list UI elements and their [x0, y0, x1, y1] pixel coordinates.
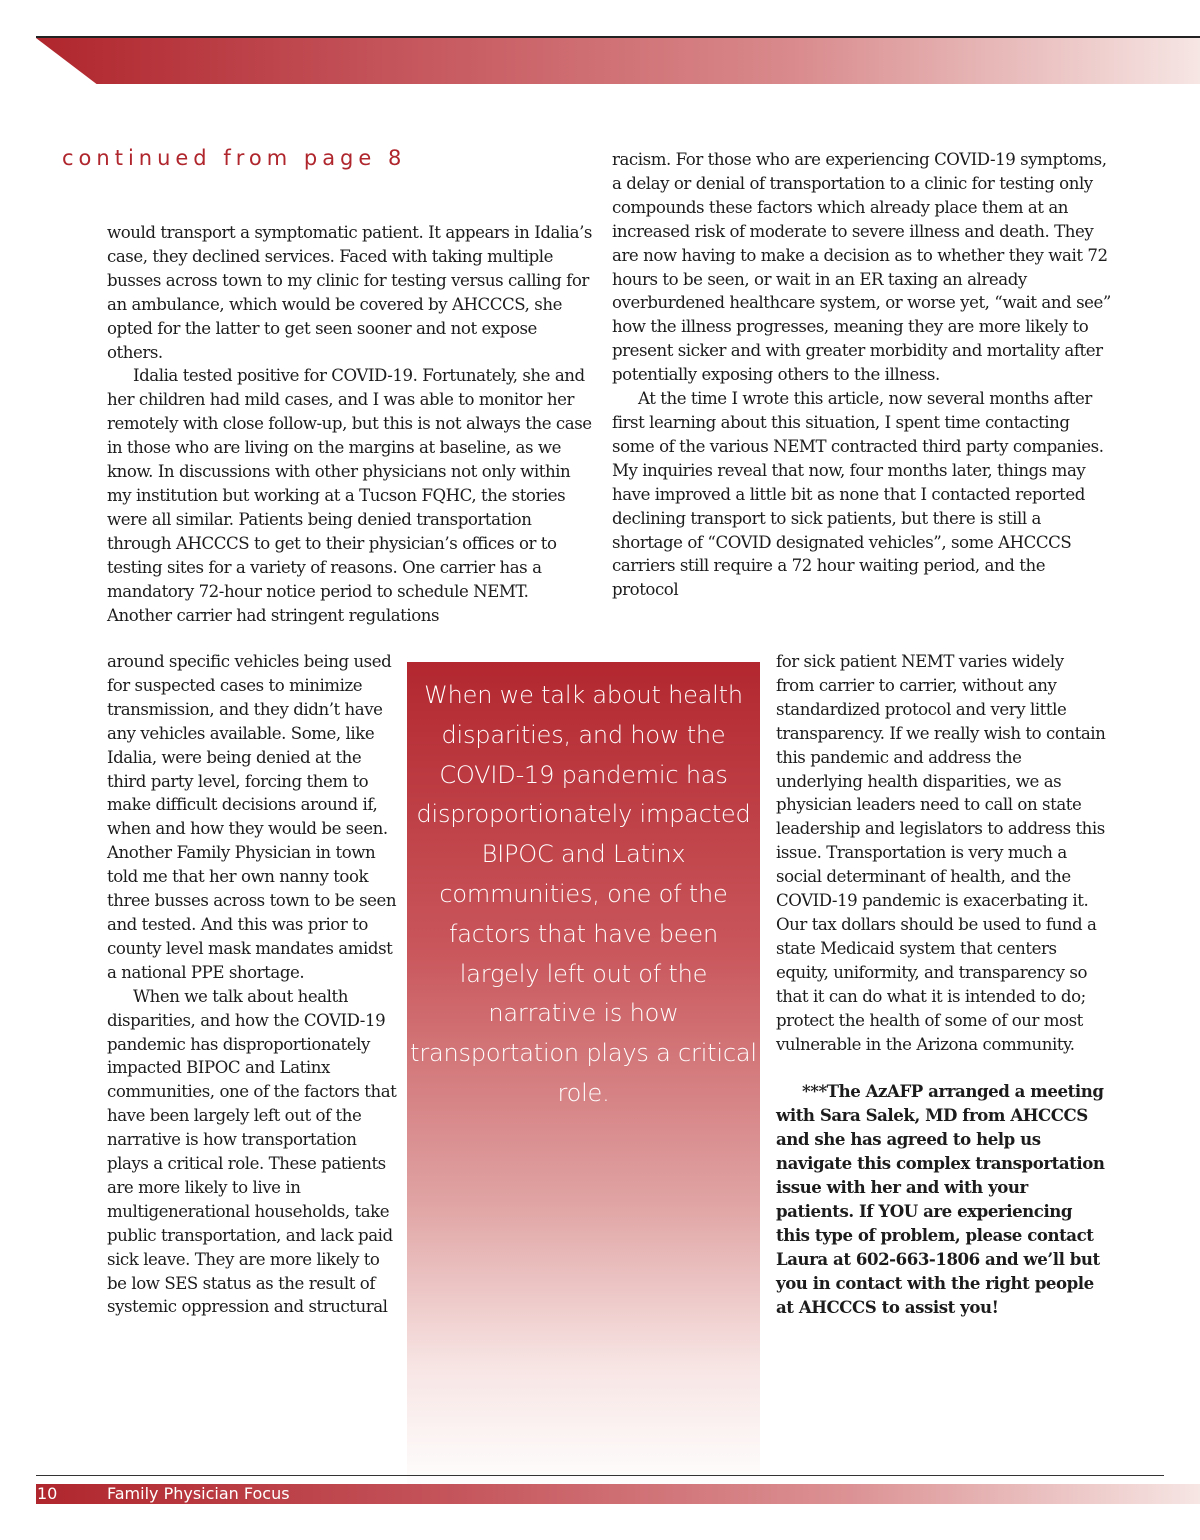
paragraph: would transport a symptomatic patient. It appears in Idalia’s case, they declined services. Faced with taking multiple busses across town to my clinic for testing versus calling for an ambulance, which would be covered by AHCCCS, she opted for the latter to get seen sooner and not expose others.	[107, 223, 592, 362]
footer-rule	[36, 1475, 1164, 1476]
continued-label: continued from page 8	[62, 146, 407, 170]
paragraph: for sick patient NEMT varies widely from carrier to carrier, without any standardized protocol and very little transparency. If we really wish to contain this pandemic and address the underlying health disparities, we as physician leaders need to call on state leadership and legislators to address this issue. Transportation is very much a social determinant of health, and the COVID-19 pandemic is exacerbating it. Our tax dollars should be used to fund a state Medicaid system that centers equity, uniformity, and transparency so that it can do what it is intended to do; protect the health of some of our most vulnerable in the Arizona community.	[776, 652, 1106, 1054]
pull-quote-box	[407, 662, 760, 1492]
paragraph: around specific vehicles being used for suspected cases to minimize transmission, and they didn’t have any vehicles available. Some, like Idalia, were being denied at the third party level, forcing them to make difficult decisions around if, when and how they would be seen. Another Family Physician in town told me that her own nanny took three busses across town to be seen and tested. And this was prior to county level mask mandates amidst a national PPE shortage.	[107, 652, 397, 982]
left-column-narrow	[107, 650, 399, 1319]
left-column-top	[107, 221, 592, 627]
header-banner	[36, 38, 1200, 84]
publication-title: Family Physician Focus	[107, 1484, 290, 1503]
right-column-top	[612, 148, 1112, 602]
right-column-narrow	[776, 650, 1106, 1319]
paragraph: Idalia tested positive for COVID-19. Fortunately, she and her children had mild cases, and I was able to monitor her remotely with close follow-up, but this is not always the case in those who are living on the margins at baseline, as we know. In discussions with other physicians not only within my institution but working at a Tucson FQHC, the stories were all similar. Patients being denied transportation through AHCCCS to get to their physician’s offices or to testing sites for a variety of reasons. One carrier has a mandatory 72-hour notice period to schedule NEMT. Another carrier had stringent regulations	[107, 366, 592, 625]
paragraph: When we talk about health disparities, and how the COVID-19 pandemic has disproportionately impacted BIPOC and Latinx communities, one of the factors that have been largely left out of the narrative is how transportation plays a critical role. These patients are more likely to live in multigenerational households, take public transportation, and lack paid sick leave. They are more likely to be low SES status as the result of systemic oppression and structural	[107, 986, 397, 1317]
page-number: 10	[37, 1484, 58, 1503]
paragraph: racism. For those who are experiencing COVID-19 symptoms, a delay or denial of transportation to a clinic for testing only compounds these factors which already place them at an increased risk of moderate to severe illness and death. They are now having to make a decision as to whether they wait 72 hours to be seen, or wait in an ER taxing an already overburdened healthcare system, or worse yet, “wait and see” how the illness progresses, meaning they are more likely to present sicker and with greater morbidity and mortality after potentially exposing others to the illness.	[612, 150, 1111, 385]
paragraph: At the time I wrote this article, now several months after first learning about this situation, I spent time contacting some of the various NEMT contracted third party companies. My inquiries reveal that now, four months later, things may have improved a little bit as none that I contacted reported declining transport to sick patients, but there is still a shortage of “COVID designated vehicles”, some AHCCCS carriers still require a 72 hour waiting period, and the protocol	[612, 389, 1104, 600]
pull-quote-text: When we talk about health disparities, and how the COVID-19 pandemic has disproportionately impacted BIPOC and Latinx communities, one of the factors that have been largely left out of the narrative is how transportation plays a critical role.	[410, 681, 757, 1107]
contact-note: ***The AzAFP arranged a meeting with Sara Salek, MD from AHCCCS and she has agreed to help us navigate this complex transportation issue with her and with your patients. If YOU are experiencing this type of problem, please contact Laura at 602-663-1806 and we’ll but you in contact with the right people at AHCCCS to assist you!	[776, 1081, 1105, 1317]
header-rule	[36, 36, 1200, 38]
